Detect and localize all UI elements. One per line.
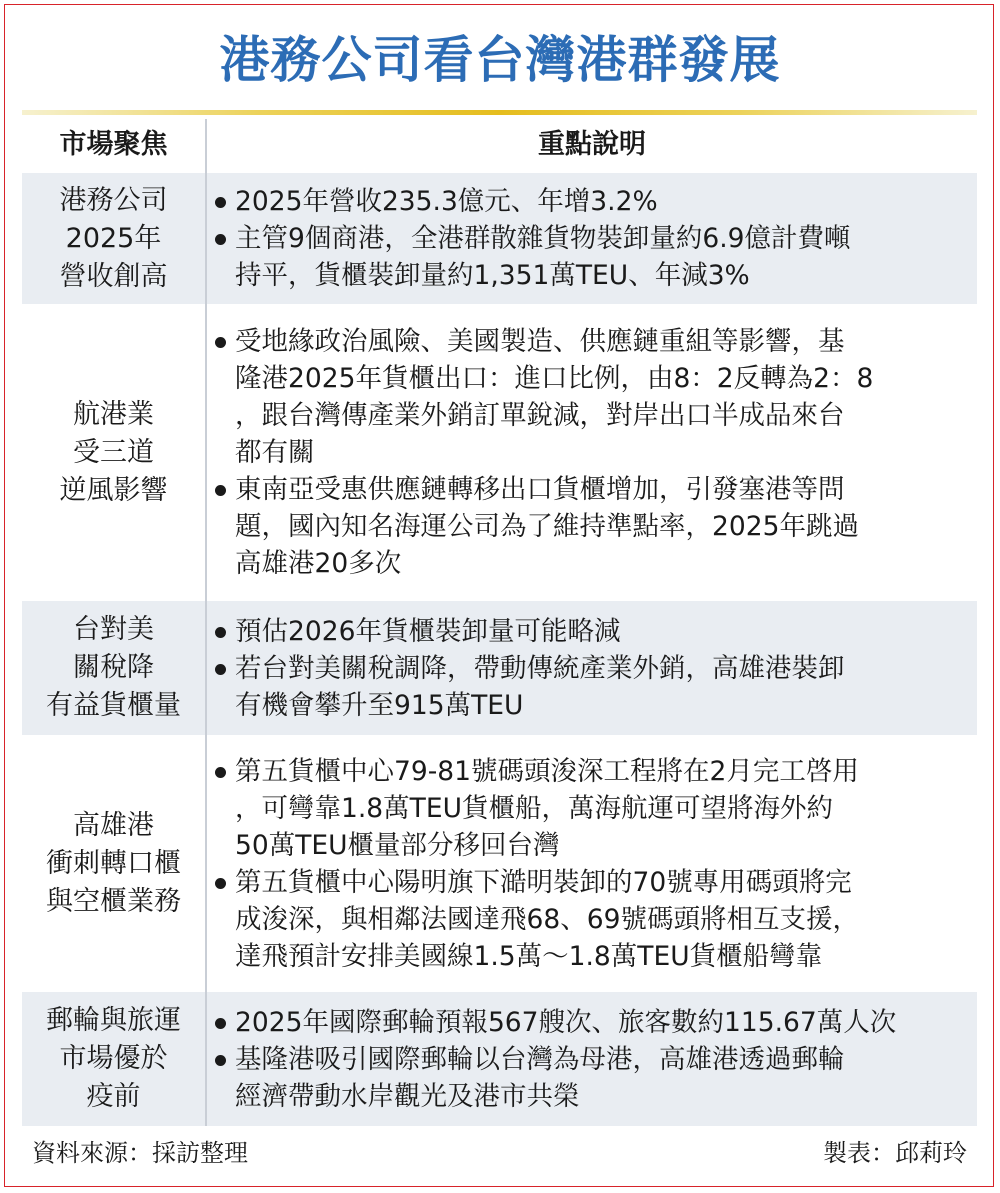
list-item: 受地緣政治風險、美國製造、供應鏈重組等影響，基 隆港2025年貨櫃出口：進口比例，由8：2反轉為2：8 ，跟台灣傳產業外銷訂單銳減，對岸出口半成品來台 都有關 [215,323,975,471]
table-row [22,992,977,1126]
bullet-dot-icon [215,1055,226,1066]
maker-credit: 製表：邱莉玲 [823,1139,967,1167]
row-description [215,173,975,304]
title-divider [22,110,977,115]
table-row [22,306,977,599]
table-row [22,601,977,735]
row-category: 港務公司 2025年 營收創高 [59,184,168,292]
bullet-dot-icon [215,878,226,889]
list-item: 主管9個商港，全港群散雜貨物裝卸量約6.9億計費噸 持平，貨櫃裝卸量約1,351萬TEU、年減3% [215,220,975,294]
row-category: 航港業 受三道 逆風影響 [59,398,168,506]
list-item: 預估2026年貨櫃裝卸量可能略減 [215,613,975,650]
column-divider [205,119,207,1126]
header-description: 重點說明 [538,129,646,160]
header-category: 市場聚焦 [59,129,168,160]
table-header [22,119,977,171]
row-description [215,992,975,1126]
bullet-dot-icon [215,664,226,675]
row-category: 高雄港 衝刺轉口櫃 與空櫃業務 [46,809,181,917]
row-category: 郵輪與旅運 市場優於 疫前 [46,1005,181,1112]
bullet-dot-icon [215,234,226,245]
source-note: 資料來源：採訪整理 [32,1139,248,1167]
table-row [22,173,977,304]
bullet-dot-icon [215,1018,226,1029]
list-item: 第五貨櫃中心陽明旗下澔明裝卸的70號專用碼頭將完 成浚深，與相鄰法國達飛68、69號碼頭將相互支援， 達飛預計安排美國線1.5萬～1.8萬TEU貨櫃船彎靠 [215,864,975,975]
list-item: 2025年國際郵輪預報567艘次、旅客數約115.67萬人次 [215,1004,975,1041]
row-description [215,737,975,990]
list-item: 基隆港吸引國際郵輪以台灣為母港，高雄港透過郵輪 經濟帶動水岸觀光及港市共榮 [215,1041,975,1115]
page-title: 港務公司看台灣港群發展 [219,31,781,89]
list-item: 2025年營收235.3億元、年增3.2% [215,183,975,220]
table-row [22,737,977,990]
list-item: 東南亞受惠供應鏈轉移出口貨櫃增加，引發塞港等問 題，國內知名海運公司為了維持準點率，2025年跳過 高雄港20多次 [215,471,975,582]
footer [22,1128,977,1178]
row-description [215,306,975,599]
bullet-dot-icon [215,485,226,496]
bullet-dot-icon [215,337,226,348]
bullet-dot-icon [215,767,226,778]
bullet-dot-icon [215,197,226,208]
list-item: 若台對美關稅調降，帶動傳統產業外銷，高雄港裝卸 有機會攀升至915萬TEU [215,650,975,724]
list-item: 第五貨櫃中心79-81號碼頭浚深工程將在2月完工啓用 ，可彎靠1.8萬TEU貨櫃船，萬海航運可望將海外約 50萬TEU櫃量部分移回台灣 [215,753,975,864]
row-category: 台對美 關稅降 有益貨櫃量 [46,614,181,721]
bullet-dot-icon [215,627,226,638]
row-description [215,601,975,735]
